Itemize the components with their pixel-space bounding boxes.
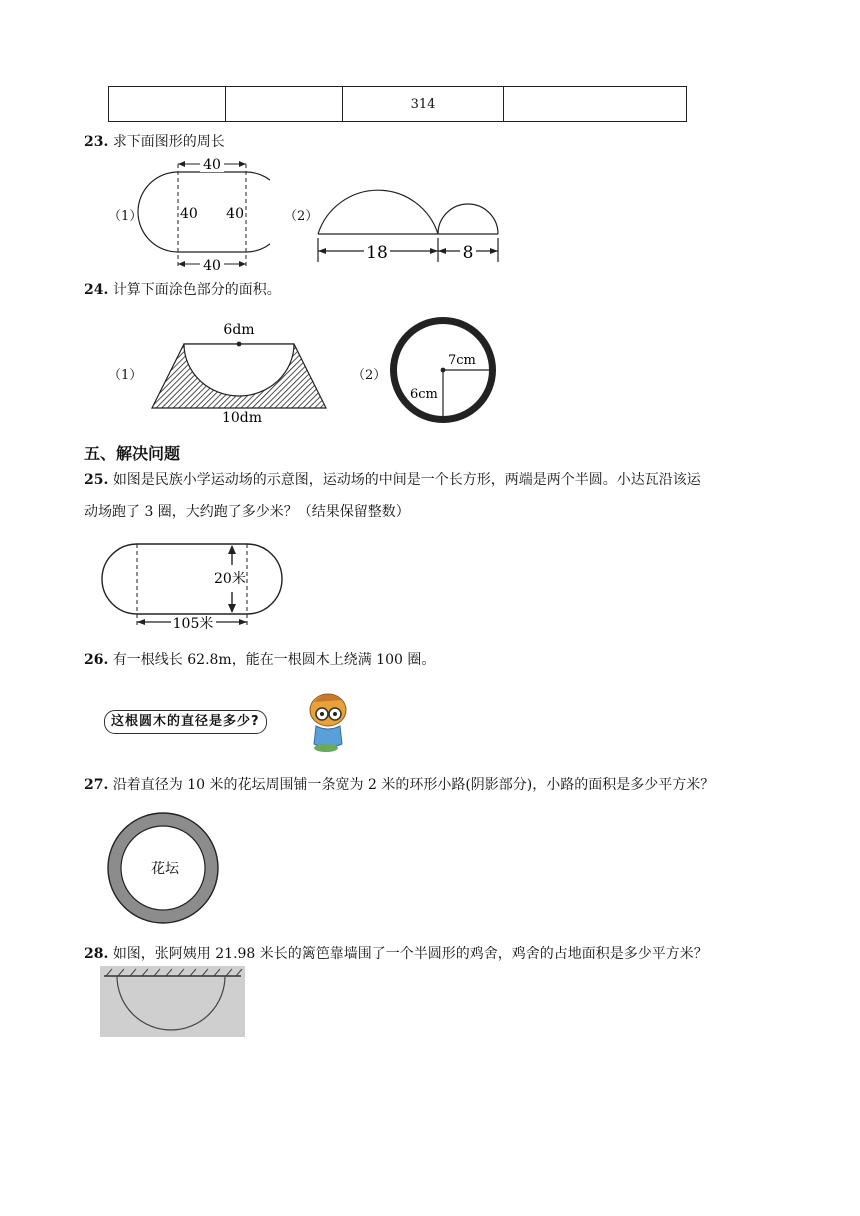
flowerbed-figure xyxy=(106,812,222,924)
arrow-head-icon xyxy=(430,248,438,254)
table-cell xyxy=(109,87,226,122)
top-length-label: 6dm xyxy=(223,322,255,338)
table-cell xyxy=(504,87,687,122)
trapezoid-figure xyxy=(144,312,334,424)
flowerbed-label: 花坛 xyxy=(151,861,179,877)
question-28 xyxy=(84,944,708,964)
cartoon-character-icon xyxy=(296,688,354,754)
question-26 xyxy=(84,650,435,670)
track-figure xyxy=(100,536,290,636)
track-outline xyxy=(102,544,282,614)
question-text: 沿着直径为 10 米的花坛周围铺一条宽为 2 米的环形小路(阴影部分)，小路的面积是多少平方米？ xyxy=(112,777,715,793)
question-text: 有一根线长 62.8m，能在一根圆木上绕满 100 圈。 xyxy=(112,652,436,668)
chicken-coop-photo xyxy=(100,966,245,1037)
section-title: 五、解决问题 xyxy=(84,444,181,463)
dim-18-label: 18 xyxy=(366,243,388,263)
arrow-head-icon xyxy=(490,248,498,254)
question-text: 求下面图形的周长 xyxy=(112,134,225,150)
question-23 xyxy=(84,132,225,152)
outer-radius-label: 7cm xyxy=(448,353,476,368)
dim-8-label: 8 xyxy=(462,243,474,263)
arrow-head-icon xyxy=(318,248,326,254)
dim-right-label: 40 xyxy=(226,206,244,222)
question-25-line-2: 动场跑了 3 圈，大约跑了多少米？（结果保留整数） xyxy=(84,504,410,520)
figure-label-1: （1） xyxy=(108,209,143,224)
arrow-head-icon xyxy=(438,248,446,254)
ring-figure xyxy=(386,316,506,428)
table-cell xyxy=(226,87,343,122)
question-number: 27. xyxy=(84,777,109,793)
arrow-head-icon xyxy=(228,545,236,554)
question-number: 28. xyxy=(84,946,109,962)
arrow-head-icon xyxy=(137,619,145,625)
question-number: 26. xyxy=(84,652,109,668)
width-label: 20米 xyxy=(214,571,246,587)
answer-table xyxy=(108,86,687,122)
question-24 xyxy=(84,280,281,300)
arrow-head-icon xyxy=(178,161,185,167)
dim-left-label: 40 xyxy=(180,206,198,222)
dim-bottom-label: 40 xyxy=(203,258,221,274)
question-text: 计算下面涂色部分的面积。 xyxy=(112,282,281,298)
question-number: 25. xyxy=(84,472,109,488)
large-semicircle xyxy=(318,190,438,234)
figure-label-1: （1） xyxy=(108,368,143,383)
table-cell: 314 xyxy=(343,87,504,122)
stadium-figure xyxy=(130,152,270,274)
bottom-length-label: 10dm xyxy=(221,410,263,424)
question-27 xyxy=(84,775,714,795)
arrow-head-icon xyxy=(239,619,247,625)
small-semicircle xyxy=(438,204,498,234)
stadium-outline xyxy=(138,172,270,252)
figure-label-2: （2） xyxy=(284,209,319,224)
dim-top-label: 40 xyxy=(203,157,221,173)
semicircles-figure xyxy=(312,160,508,268)
question-text: 如图是民族小学运动场的示意图，运动场的中间是一个长方形，两端是两个半圆。小达瓦沿该运 xyxy=(112,472,701,488)
table-row xyxy=(109,87,687,122)
question-number: 23. xyxy=(84,134,109,150)
arrow-head-icon xyxy=(239,261,246,267)
arrow-head-icon xyxy=(228,604,236,613)
arrow-head-icon xyxy=(178,261,185,267)
length-label: 105米 xyxy=(172,616,214,632)
question-number: 24. xyxy=(84,282,109,298)
inner-radius-label: 6cm xyxy=(410,387,438,402)
arrow-head-icon xyxy=(239,161,246,167)
question-25-line-1 xyxy=(84,470,701,490)
figure-label-2: （2） xyxy=(352,368,387,383)
center-dot xyxy=(237,342,242,347)
question-text: 如图，张阿姨用 21.98 米长的篱笆靠墙围了一个半圆形的鸡舍，鸡舍的占地面积是多少平方米？ xyxy=(112,946,708,962)
speech-bubble: 这根圆木的直径是多少? xyxy=(104,710,267,734)
